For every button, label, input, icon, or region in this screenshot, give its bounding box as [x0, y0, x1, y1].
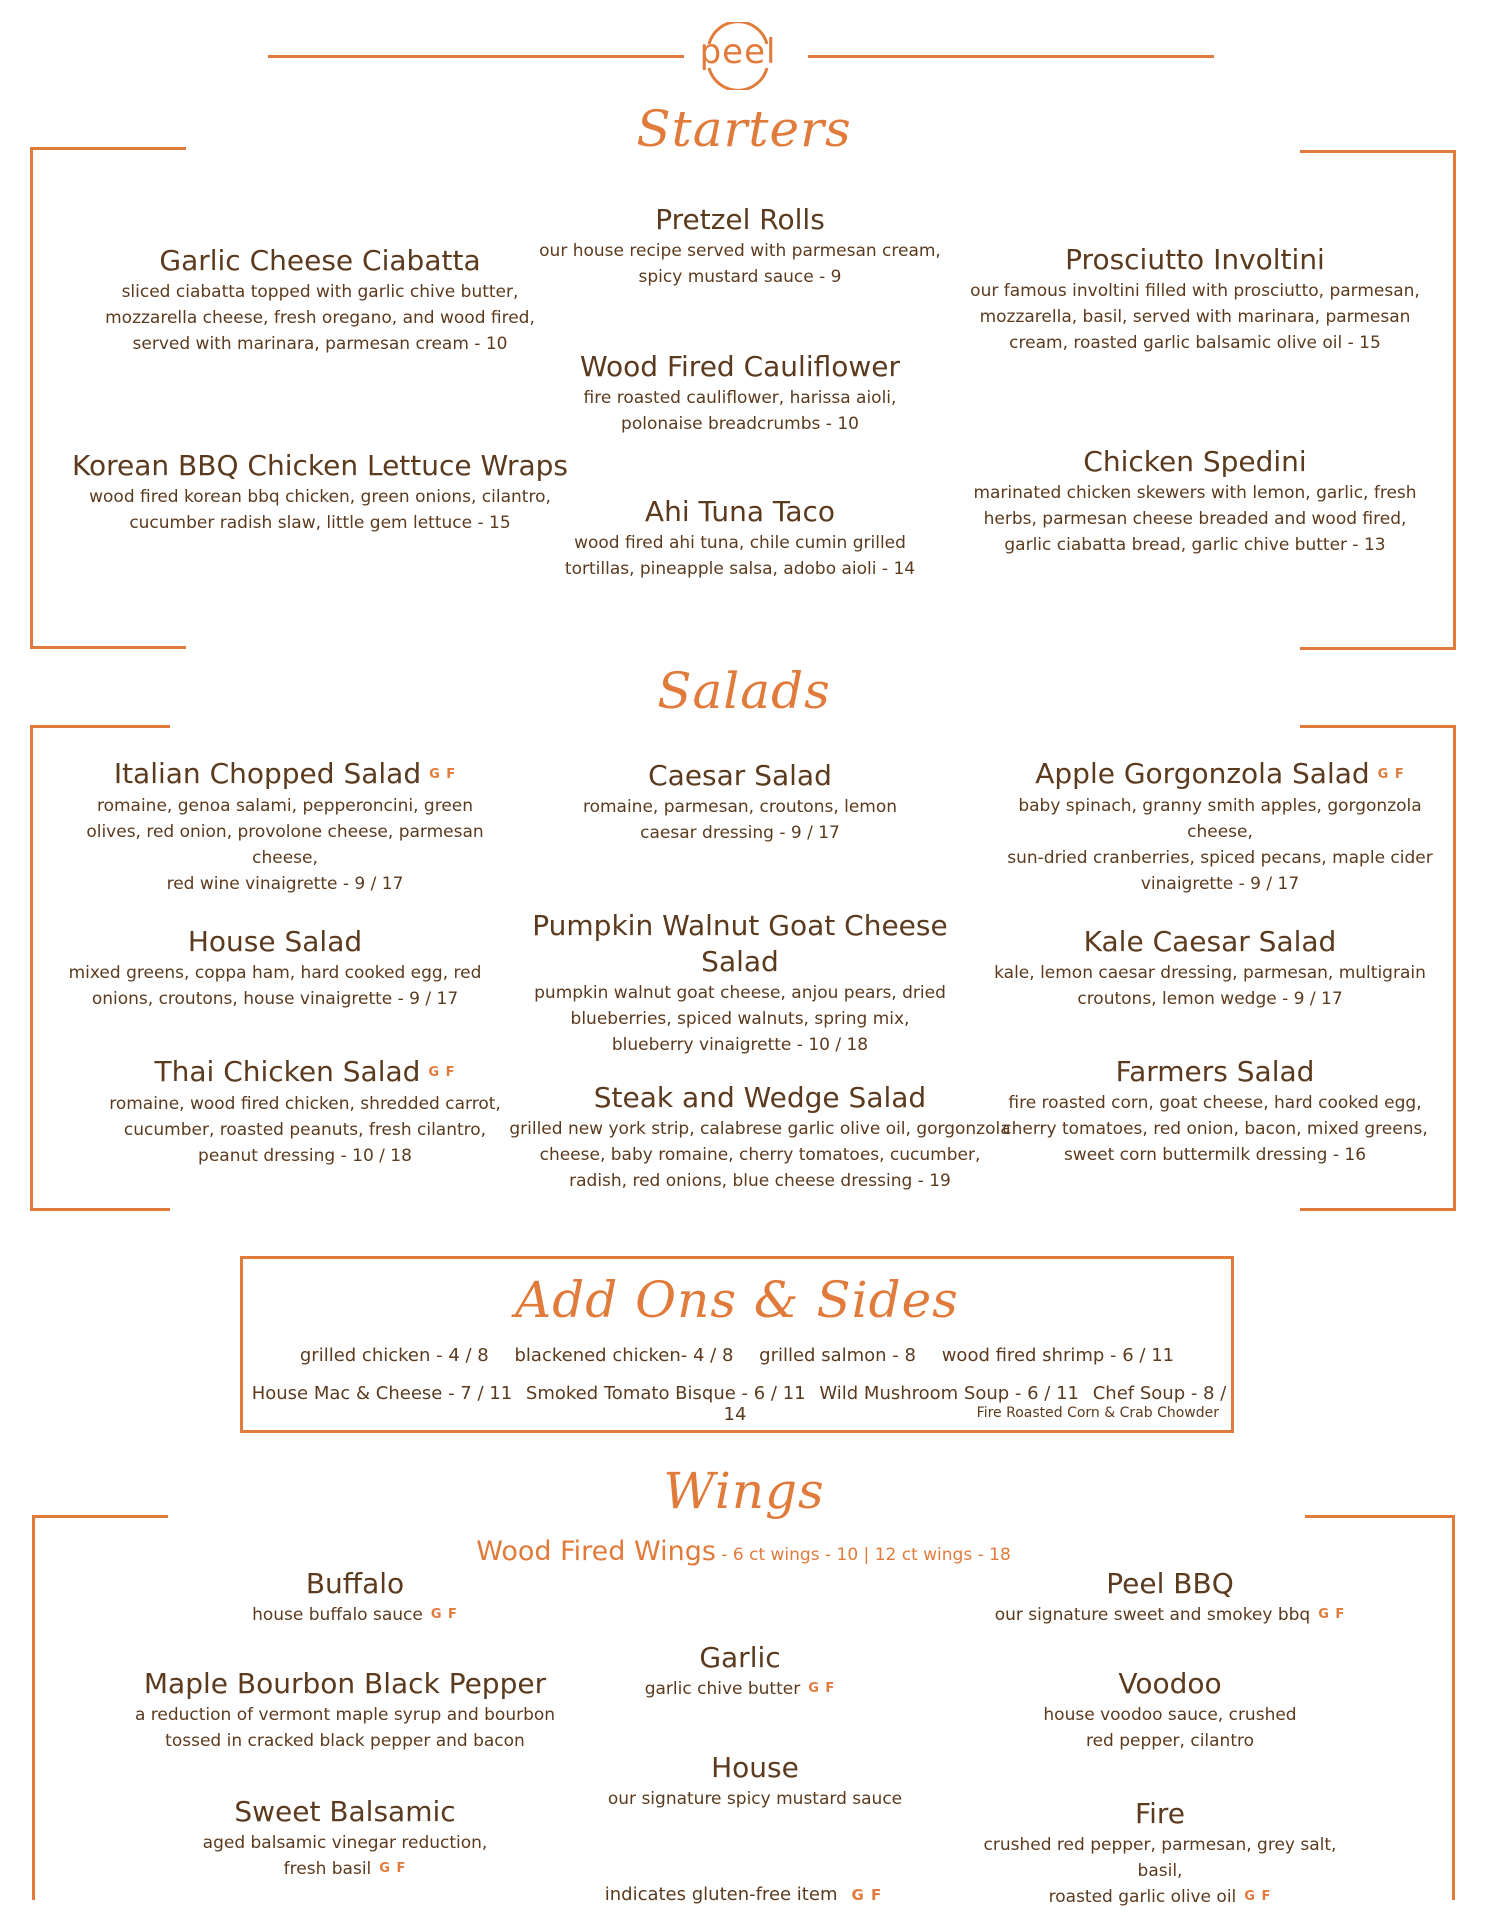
gluten-free-icon: G F — [430, 1607, 458, 1622]
chef-soup-note: Fire Roasted Corn & Crab Chowder — [976, 1405, 1219, 1421]
item-desc: olives, red onion, provolone cheese, parmesan cheese, — [86, 822, 484, 868]
menu-item-apple-gorgonzola-salad — [990, 756, 1450, 897]
item-name — [55, 756, 515, 793]
addons-box — [240, 1256, 1234, 1433]
item-desc: our famous involtini filled with prosciutto, parmesan, — [970, 281, 1420, 301]
item-desc: vinaigrette - 9 / 17 — [1140, 874, 1300, 894]
item-name: Farmers Salad — [1115, 1055, 1315, 1088]
addon-item: grilled chicken - 4 / 8 — [299, 1345, 489, 1366]
item-desc: red pepper, cilantro — [1085, 1731, 1255, 1751]
item-desc: wood fired ahi tuna, chile cumin grilled — [574, 533, 906, 553]
item-desc: romaine, genoa salami, pepperoncini, green — [96, 796, 474, 816]
item-desc: blueberries, spiced walnuts, spring mix, — [570, 1009, 910, 1029]
starters-bracket-left-side — [30, 147, 33, 649]
item-desc: cucumber radish slaw, little gem lettuce - 15 — [129, 513, 511, 533]
item-desc: fire roasted cauliflower, harissa aioli, — [583, 388, 897, 408]
footnote-text: indicates gluten-free item — [604, 1884, 838, 1905]
salads-heading: Salads — [657, 662, 831, 720]
item-name-text: Italian Chopped Salad — [113, 757, 422, 790]
wings-pricing — [0, 1536, 1487, 1567]
wings-bracket-right-top — [1305, 1515, 1455, 1518]
menu-item-prosciutto-involtini — [970, 242, 1420, 356]
gluten-free-icon: G F — [429, 767, 457, 782]
item-desc: cherry tomatoes, red onion, bacon, mixed greens, — [1002, 1119, 1428, 1139]
gluten-free-icon: G F — [1244, 1889, 1272, 1904]
item-desc: wood fired korean bbq chicken, green onions, cilantro, — [89, 487, 551, 507]
menu-item-pumpkin-walnut-salad — [490, 908, 990, 1058]
wings-heading: Wings — [663, 1462, 825, 1520]
item-name: Voodoo — [1118, 1667, 1222, 1700]
salads-bracket-right-side — [1453, 725, 1456, 1211]
addon-item: House Mac & Cheese - 7 / 11 — [251, 1383, 513, 1404]
item-desc: sliced ciabatta topped with garlic chive butter, — [121, 282, 519, 302]
item-name: House — [711, 1751, 799, 1784]
item-name: Wood Fired Cauliflower — [579, 350, 901, 383]
item-desc-text: our signature sweet and smokey bbq — [994, 1605, 1311, 1625]
menu-item-korean-bbq-wraps — [60, 448, 580, 536]
item-desc: red wine vinaigrette - 9 / 17 — [166, 874, 404, 894]
item-name — [990, 756, 1450, 793]
menu-item-farmers-salad — [990, 1054, 1440, 1168]
menu-item-wood-fired-cauliflower — [530, 349, 950, 437]
wing-buffalo — [200, 1566, 510, 1628]
salads-bracket-right-top — [1300, 725, 1456, 728]
item-desc: cucumber, roasted peanuts, fresh cilantro, — [123, 1120, 487, 1140]
item-name — [90, 1054, 520, 1091]
header-rule-left — [268, 55, 684, 58]
item-desc — [200, 1602, 510, 1628]
addon-item: grilled salmon - 8 — [759, 1345, 916, 1366]
wings-title: Wood Fired Wings — [476, 1536, 716, 1567]
wings-bracket-left-top — [32, 1515, 168, 1518]
item-desc: herbs, parmesan cheese breaded and wood fired, — [983, 509, 1407, 529]
item-desc: kale, lemon caesar dressing, parmesan, multigrain — [994, 963, 1426, 983]
item-name: Peel BBQ — [1106, 1567, 1234, 1600]
item-desc: polonaise breadcrumbs - 10 — [621, 414, 859, 434]
item-desc: aged balsamic vinegar reduction, — [202, 1833, 488, 1853]
menu-item-chicken-spedini — [970, 444, 1420, 558]
item-name-text: Apple Gorgonzola Salad — [1035, 757, 1370, 790]
item-name: Sweet Balsamic — [234, 1795, 456, 1828]
item-desc: our house recipe served with parmesan cream, — [539, 241, 941, 261]
item-desc: a reduction of vermont maple syrup and bourbon — [134, 1705, 556, 1725]
item-desc: peanut dressing - 10 / 18 — [198, 1146, 412, 1166]
item-desc: romaine, wood fired chicken, shredded carrot, — [109, 1094, 501, 1114]
menu-item-italian-chopped-salad — [55, 756, 515, 897]
item-desc-text: house buffalo sauce — [252, 1605, 423, 1625]
menu-item-thai-chicken-salad — [90, 1054, 520, 1169]
item-desc: onions, croutons, house vinaigrette - 9 / 17 — [91, 989, 459, 1009]
item-desc: radish, red onions, blue cheese dressing - 19 — [569, 1171, 951, 1191]
item-desc: garlic ciabatta bread, garlic chive butter - 13 — [1004, 535, 1386, 555]
starters-bracket-left-top — [30, 147, 186, 150]
item-name: Pretzel Rolls — [655, 203, 825, 236]
menu-item-steak-wedge-salad — [480, 1080, 1040, 1194]
starters-bracket-right-bottom — [1300, 647, 1456, 650]
wing-peel-bbq — [990, 1566, 1350, 1628]
item-name: Pumpkin Walnut Goat Cheese Salad — [532, 909, 948, 978]
starters-heading: Starters — [636, 100, 852, 158]
item-desc: tossed in cracked black pepper and bacon — [165, 1731, 525, 1751]
starters-bracket-left-bottom — [30, 646, 186, 649]
salads-bracket-right-bottom — [1300, 1208, 1456, 1211]
item-desc: crushed red pepper, parmesan, grey salt, basil, — [983, 1835, 1337, 1881]
gluten-free-icon: G F — [808, 1681, 836, 1696]
item-name: Maple Bourbon Black Pepper — [143, 1667, 547, 1700]
wing-house — [590, 1750, 920, 1812]
gluten-free-icon: G F — [1318, 1607, 1346, 1622]
menu-item-garlic-cheese-ciabatta — [90, 243, 550, 357]
wing-garlic — [600, 1640, 880, 1702]
menu-item-house-salad — [60, 924, 490, 1012]
gluten-free-icon: G F — [851, 1886, 883, 1904]
wings-price: - 6 ct wings - 10 | 12 ct wings - 18 — [715, 1545, 1011, 1565]
wings-bracket-right-side — [1452, 1515, 1455, 1900]
salads-bracket-left-top — [30, 725, 170, 728]
item-desc — [180, 1856, 510, 1882]
item-desc-text: roasted garlic olive oil — [1048, 1887, 1237, 1907]
item-desc: served with marinara, parmesan cream - 10 — [132, 334, 508, 354]
item-desc: grilled new york strip, calabrese garlic olive oil, gorgonzola — [509, 1119, 1011, 1139]
item-desc-text: garlic chive butter — [644, 1679, 801, 1699]
item-desc: cream, roasted garlic balsamic olive oil - 15 — [1009, 333, 1381, 353]
item-name: Kale Caesar Salad — [1083, 925, 1337, 958]
peel-logo — [697, 22, 779, 90]
starters-bracket-right-side — [1453, 150, 1456, 650]
item-name: Caesar Salad — [648, 759, 832, 792]
item-name: Prosciutto Involtini — [1065, 243, 1325, 276]
gluten-free-icon: G F — [379, 1861, 407, 1876]
item-desc: mozzarella cheese, fresh oregano, and wood fired, — [105, 308, 535, 328]
item-desc: croutons, lemon wedge - 9 / 17 — [1077, 989, 1343, 1009]
item-name: House Salad — [187, 925, 363, 958]
header-rule-right — [808, 55, 1214, 58]
menu-item-kale-caesar-salad — [990, 924, 1430, 1012]
item-desc: mixed greens, coppa ham, hard cooked egg, red — [68, 963, 482, 983]
item-desc: fire roasted corn, goat cheese, hard cooked egg, — [1008, 1093, 1422, 1113]
item-desc: marinated chicken skewers with lemon, garlic, fresh — [973, 483, 1417, 503]
item-desc — [600, 1676, 880, 1702]
item-desc: our signature spicy mustard sauce — [607, 1789, 903, 1809]
menu-item-pretzel-rolls — [520, 202, 960, 290]
addon-item: wood fired shrimp - 6 / 11 — [941, 1345, 1175, 1366]
item-name: Buffalo — [305, 1567, 405, 1600]
item-name: Chicken Spedini — [1083, 445, 1307, 478]
wing-sweet-balsamic — [180, 1794, 510, 1882]
item-desc: spicy mustard sauce - 9 — [638, 267, 842, 287]
item-desc: pumpkin walnut goat cheese, anjou pears, dried — [534, 983, 946, 1003]
item-name: Garlic Cheese Ciabatta — [159, 244, 481, 277]
item-desc — [990, 1602, 1350, 1628]
item-desc: caesar dressing - 9 / 17 — [640, 823, 840, 843]
gluten-free-icon: G F — [1377, 767, 1405, 782]
addon-item: blackened chicken- 4 / 8 — [514, 1345, 734, 1366]
item-desc: cheese, baby romaine, cherry tomatoes, cucumber, — [539, 1145, 981, 1165]
item-desc: blueberry vinaigrette - 10 / 18 — [611, 1035, 869, 1055]
wings-bracket-left-side — [32, 1515, 35, 1900]
item-desc: house voodoo sauce, crushed — [1043, 1705, 1297, 1725]
item-name: Korean BBQ Chicken Lettuce Wraps — [72, 449, 568, 482]
item-name: Garlic — [699, 1641, 781, 1674]
wing-maple-bourbon — [120, 1666, 570, 1754]
salads-bracket-left-side — [30, 725, 33, 1211]
addons-row-proteins — [243, 1345, 1231, 1366]
gluten-free-icon: G F — [428, 1065, 456, 1080]
starters-bracket-right-top — [1300, 150, 1456, 153]
salads-bracket-left-bottom — [30, 1208, 170, 1211]
menu-item-caesar-salad — [550, 758, 930, 846]
item-desc-text: fresh basil — [283, 1859, 372, 1879]
gluten-free-footnote — [0, 1884, 1487, 1905]
item-name-text: Thai Chicken Salad — [154, 1055, 421, 1088]
item-desc: tortillas, pineapple salsa, adobo aioli - 14 — [564, 559, 916, 579]
item-name: Fire — [1135, 1797, 1185, 1830]
item-name: Steak and Wedge Salad — [593, 1081, 927, 1114]
item-desc: sun-dried cranberries, spiced pecans, maple cider — [1007, 848, 1433, 868]
addons-heading: Add Ons & Sides — [515, 1271, 959, 1329]
wing-voodoo — [1010, 1666, 1330, 1754]
item-desc: sweet corn buttermilk dressing - 16 — [1063, 1145, 1367, 1165]
item-desc: baby spinach, granny smith apples, gorgonzola cheese, — [1018, 796, 1422, 842]
addon-item: Wild Mushroom Soup - 6 / 11 — [819, 1383, 1079, 1404]
logo-text: peel — [699, 32, 777, 72]
menu-item-ahi-tuna-taco — [540, 494, 940, 582]
item-desc: romaine, parmesan, croutons, lemon — [582, 797, 898, 817]
addon-item: Smoked Tomato Bisque - 6 / 11 — [525, 1383, 806, 1404]
item-name: Ahi Tuna Taco — [644, 495, 836, 528]
item-desc: mozzarella, basil, served with marinara, parmesan — [979, 307, 1411, 327]
addon-item: Chef Soup - 8 / 14 — [723, 1383, 1227, 1425]
